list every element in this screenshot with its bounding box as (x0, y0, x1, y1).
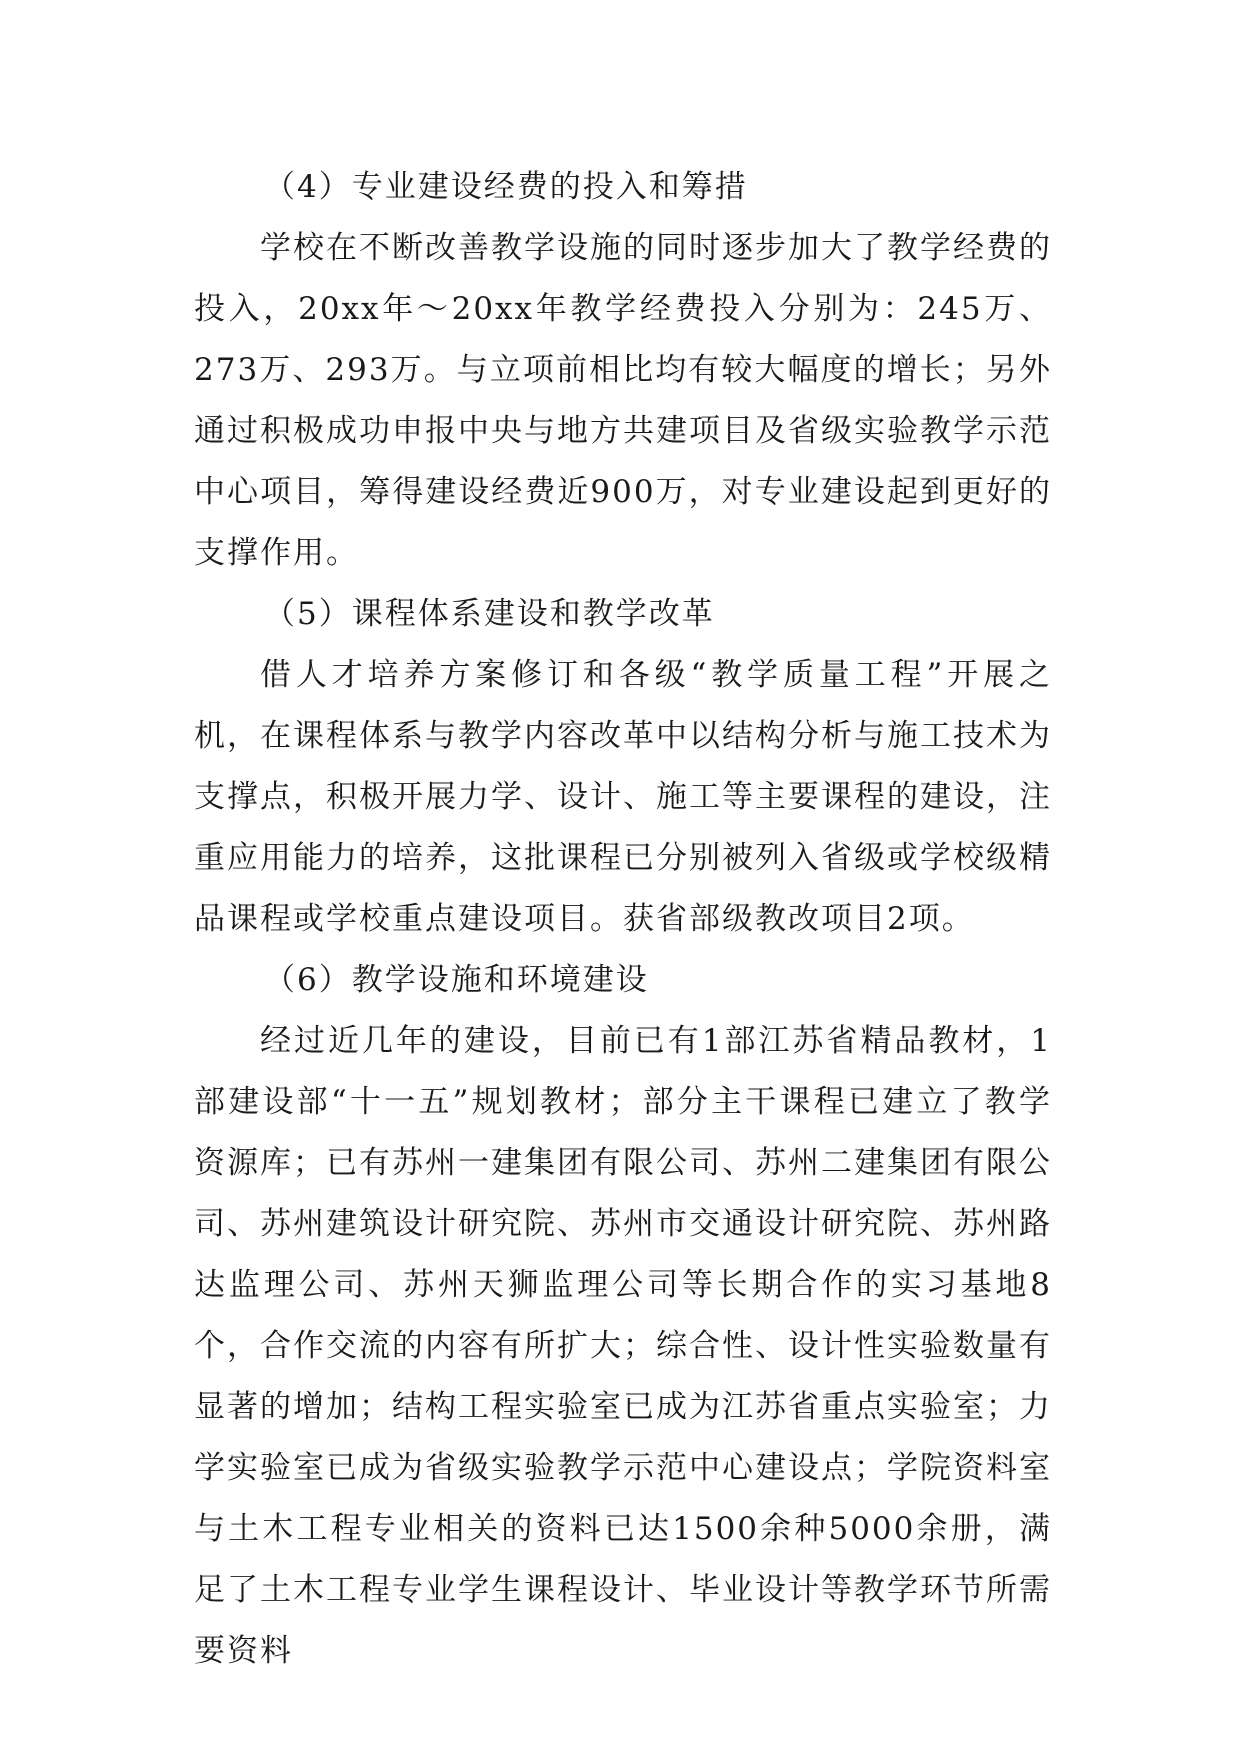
section-heading-facilities: （6）教学设施和环境建设 (264, 962, 649, 998)
section-heading-curriculum: （5）课程体系建设和教学改革 (264, 596, 715, 632)
paragraph-funding: 学校在不断改善教学设施的同时逐步加大了教学经费的投入，20xx年～20xx年教学经费投入分别为：245万、273万、293万。与立项前相比均有较大幅度的增长；另外通过积极成功申报中央与地方共建项目及省级实验教学示范中心项目，筹得建设经费近900万，对专业建设起到更好的支撑作用。 (194, 230, 1052, 571)
paragraph-curriculum: 借人才培养方案修订和各级“教学质量工程”开展之机，在课程体系与教学内容改革中以结构分析与施工技术为支撑点，积极开展力学、设计、施工等主要课程的建设，注重应用能力的培养，这批课程已分别被列入省级或学校级精品课程或学校重点建设项目。获省部级教改项目2项。 (194, 657, 1052, 937)
document-body (194, 157, 1052, 1682)
section-heading-funding: （4）专业建设经费的投入和筹措 (264, 169, 748, 205)
paragraph-facilities: 经过近几年的建设，目前已有1部江苏省精品教材，1部建设部“十一五”规划教材；部分主干课程已建立了教学资源库；已有苏州一建集团有限公司、苏州二建集团有限公司、苏州建筑设计研究院、苏州市交通设计研究院、苏州路达监理公司、苏州天狮监理公司等长期合作的实习基地8个，合作交流的内容有所扩大；综合性、设计性实验数量有显著的增加；结构工程实验室已成为江苏省重点实验室；力学实验室已成为省级实验教学示范中心建设点；学院资料室与土木工程专业相关的资料已达1500余种5000余册，满足了土木工程专业学生课程设计、毕业设计等教学环节所需要资料 (194, 1023, 1052, 1669)
